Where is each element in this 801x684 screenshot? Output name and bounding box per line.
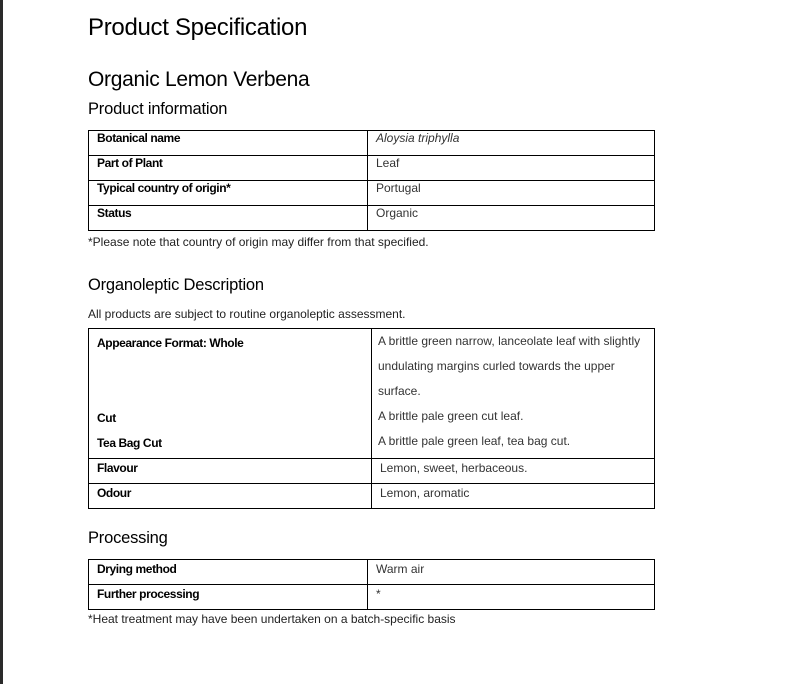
appearance-labels xyxy=(89,329,372,459)
row-value: Portugal xyxy=(368,181,655,206)
product-information-table xyxy=(88,130,655,231)
organoleptic-table xyxy=(88,328,655,509)
row-value: Lemon, sweet, herbaceous. xyxy=(372,459,655,484)
appearance-value-line: A brittle green narrow, lanceolate leaf with slightly xyxy=(378,334,641,348)
table-row xyxy=(89,484,655,509)
appearance-value-line: undulating margins curled towards the upper xyxy=(378,359,615,373)
organoleptic-intro: All products are subject to routine organoleptic assessment. xyxy=(88,307,406,321)
teabag-value: A brittle pale green leaf, tea bag cut. xyxy=(378,434,571,448)
row-value: Lemon, aromatic xyxy=(372,484,655,509)
window-edge xyxy=(0,0,3,684)
table-row xyxy=(89,585,655,610)
teabag-label: Tea Bag Cut xyxy=(97,436,162,450)
row-value: Warm air xyxy=(368,560,655,585)
table-row xyxy=(89,156,655,181)
row-value: * xyxy=(368,585,655,610)
row-label: Status xyxy=(89,206,368,231)
document-title: Product Specification xyxy=(88,14,308,41)
processing-table xyxy=(88,559,655,610)
processing-footnote: *Heat treatment may have been undertaken on a batch-specific basis xyxy=(88,612,456,626)
row-label: Botanical name xyxy=(89,131,368,156)
row-label: Drying method xyxy=(89,560,368,585)
appearance-label: Appearance Format: Whole xyxy=(97,336,244,350)
table-row xyxy=(89,206,655,231)
cut-value: A brittle pale green cut leaf. xyxy=(378,409,524,423)
row-label: Typical country of origin* xyxy=(89,181,368,206)
row-value: Aloysia triphylla xyxy=(368,131,655,156)
appearance-row xyxy=(89,329,655,459)
row-label: Part of Plant xyxy=(89,156,368,181)
row-label: Further processing xyxy=(89,585,368,610)
organoleptic-heading: Organoleptic Description xyxy=(88,276,264,294)
row-label: Flavour xyxy=(89,459,372,484)
appearance-values xyxy=(372,329,655,459)
appearance-value-line: surface. xyxy=(378,384,421,398)
row-value: Leaf xyxy=(368,156,655,181)
table-row xyxy=(89,560,655,585)
row-value: Organic xyxy=(368,206,655,231)
cut-label: Cut xyxy=(97,411,116,425)
table-row xyxy=(89,131,655,156)
origin-footnote: *Please note that country of origin may differ from that specified. xyxy=(88,235,429,249)
processing-heading: Processing xyxy=(88,529,168,547)
table-row xyxy=(89,459,655,484)
row-label: Odour xyxy=(89,484,372,509)
table-row xyxy=(89,181,655,206)
product-information-heading: Product information xyxy=(88,100,228,118)
product-name: Organic Lemon Verbena xyxy=(88,68,310,91)
